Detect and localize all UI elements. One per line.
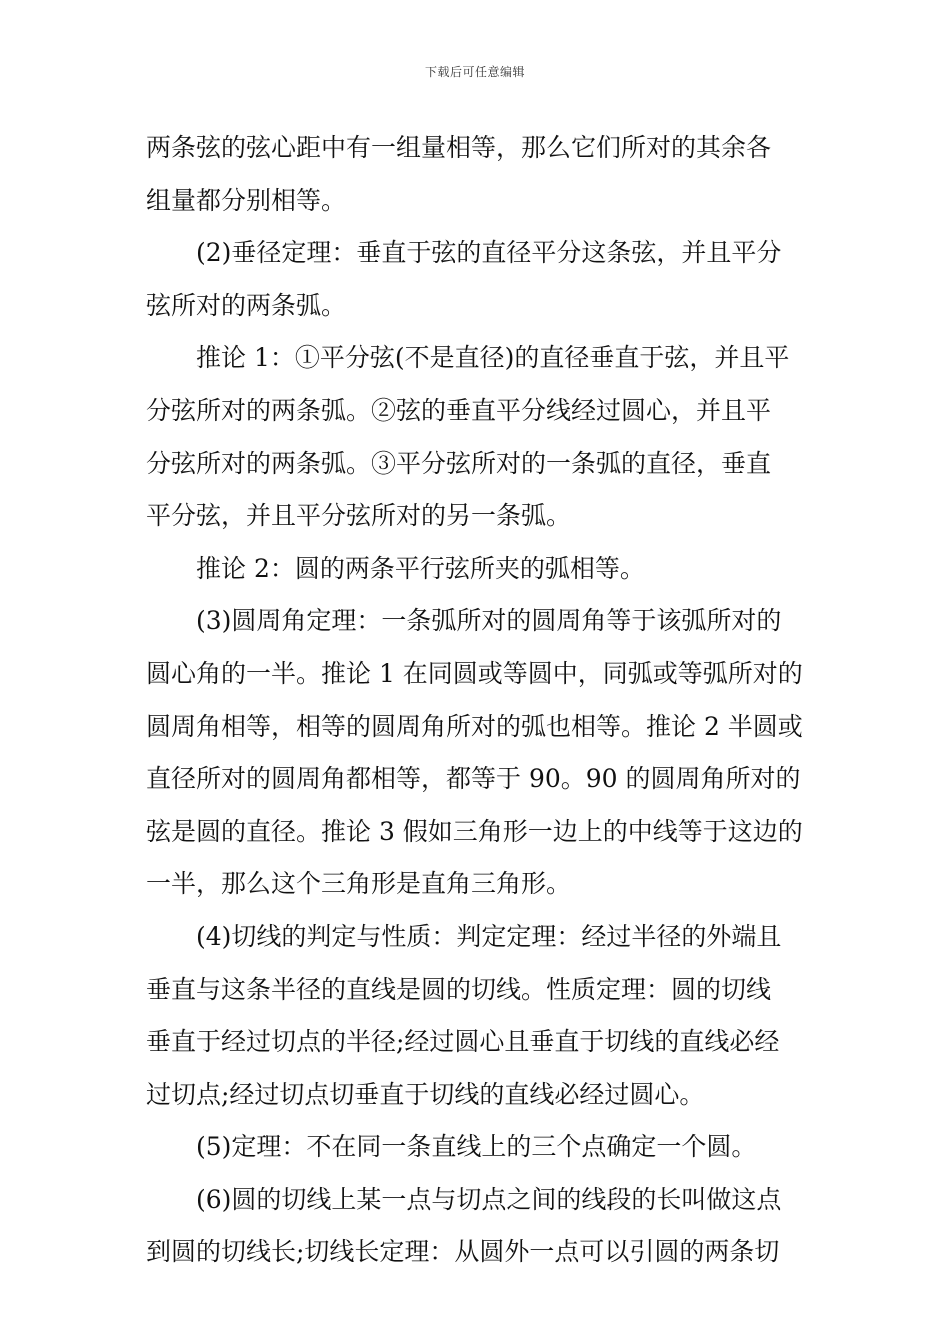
text-line: (6)圆的切线上某一点与切点之间的线段的长叫做这点	[196, 1184, 782, 1214]
text-line: 弦所对的两条弧。	[146, 290, 347, 320]
text-line: 分弦所对的两条弧。②弦的垂直平分线经过圆心，并且平	[146, 395, 772, 425]
text-line: 垂直于经过切点的半径;经过圆心且垂直于切线的直线必经	[146, 1027, 780, 1057]
page-header: 下载后可任意编辑	[424, 65, 525, 79]
text-line: 垂直与这条半径的直线是圆的切线。性质定理：圆的切线	[146, 974, 772, 1004]
text-line: 推论 1：①平分弦(不是直径)的直径垂直于弦，并且平	[196, 343, 790, 373]
text-line: 弦是圆的直径。推论 3 假如三角形一边上的中线等于这边的	[146, 816, 803, 846]
text-line: (4)切线的判定与性质：判定定理：经过半径的外端且	[196, 921, 782, 951]
text-line: 过切点;经过切点切垂直于切线的直线必经过圆心。	[146, 1079, 705, 1109]
text-line: (5)定理：不在同一条直线上的三个点确定一个圆。	[196, 1132, 757, 1162]
text-line: 圆心角的一半。推论 1 在同圆或等圆中，同弧或等弧所对的	[146, 658, 803, 688]
text-line: 推论 2：圆的两条平行弦所夹的弧相等。	[196, 553, 645, 583]
text-line: (3)圆周角定理：一条弧所对的圆周角等于该弧所对的	[196, 606, 782, 636]
text-line: 平分弦，并且平分弦所对的另一条弧。	[146, 501, 572, 531]
text-line: 圆周角相等，相等的圆周角所对的弧也相等。推论 2 半圆或	[146, 711, 803, 741]
document-body	[146, 122, 810, 1279]
text-line: (2)垂径定理：垂直于弦的直径平分这条弦，并且平分	[196, 238, 782, 268]
text-line: 一半，那么这个三角形是直角三角形。	[146, 869, 572, 899]
text-line: 直径所对的圆周角都相等，都等于 90。90 的圆周角所对的	[146, 764, 801, 794]
text-line: 两条弦的弦心距中有一组量相等，那么它们所对的其余各	[146, 133, 772, 162]
text-line: 组量都分别相等。	[146, 185, 347, 215]
text-line: 分弦所对的两条弧。③平分弦所对的一条弧的直径，垂直	[146, 448, 772, 478]
text-line: 到圆的切线长;切线长定理：从圆外一点可以引圆的两条切	[146, 1237, 780, 1267]
